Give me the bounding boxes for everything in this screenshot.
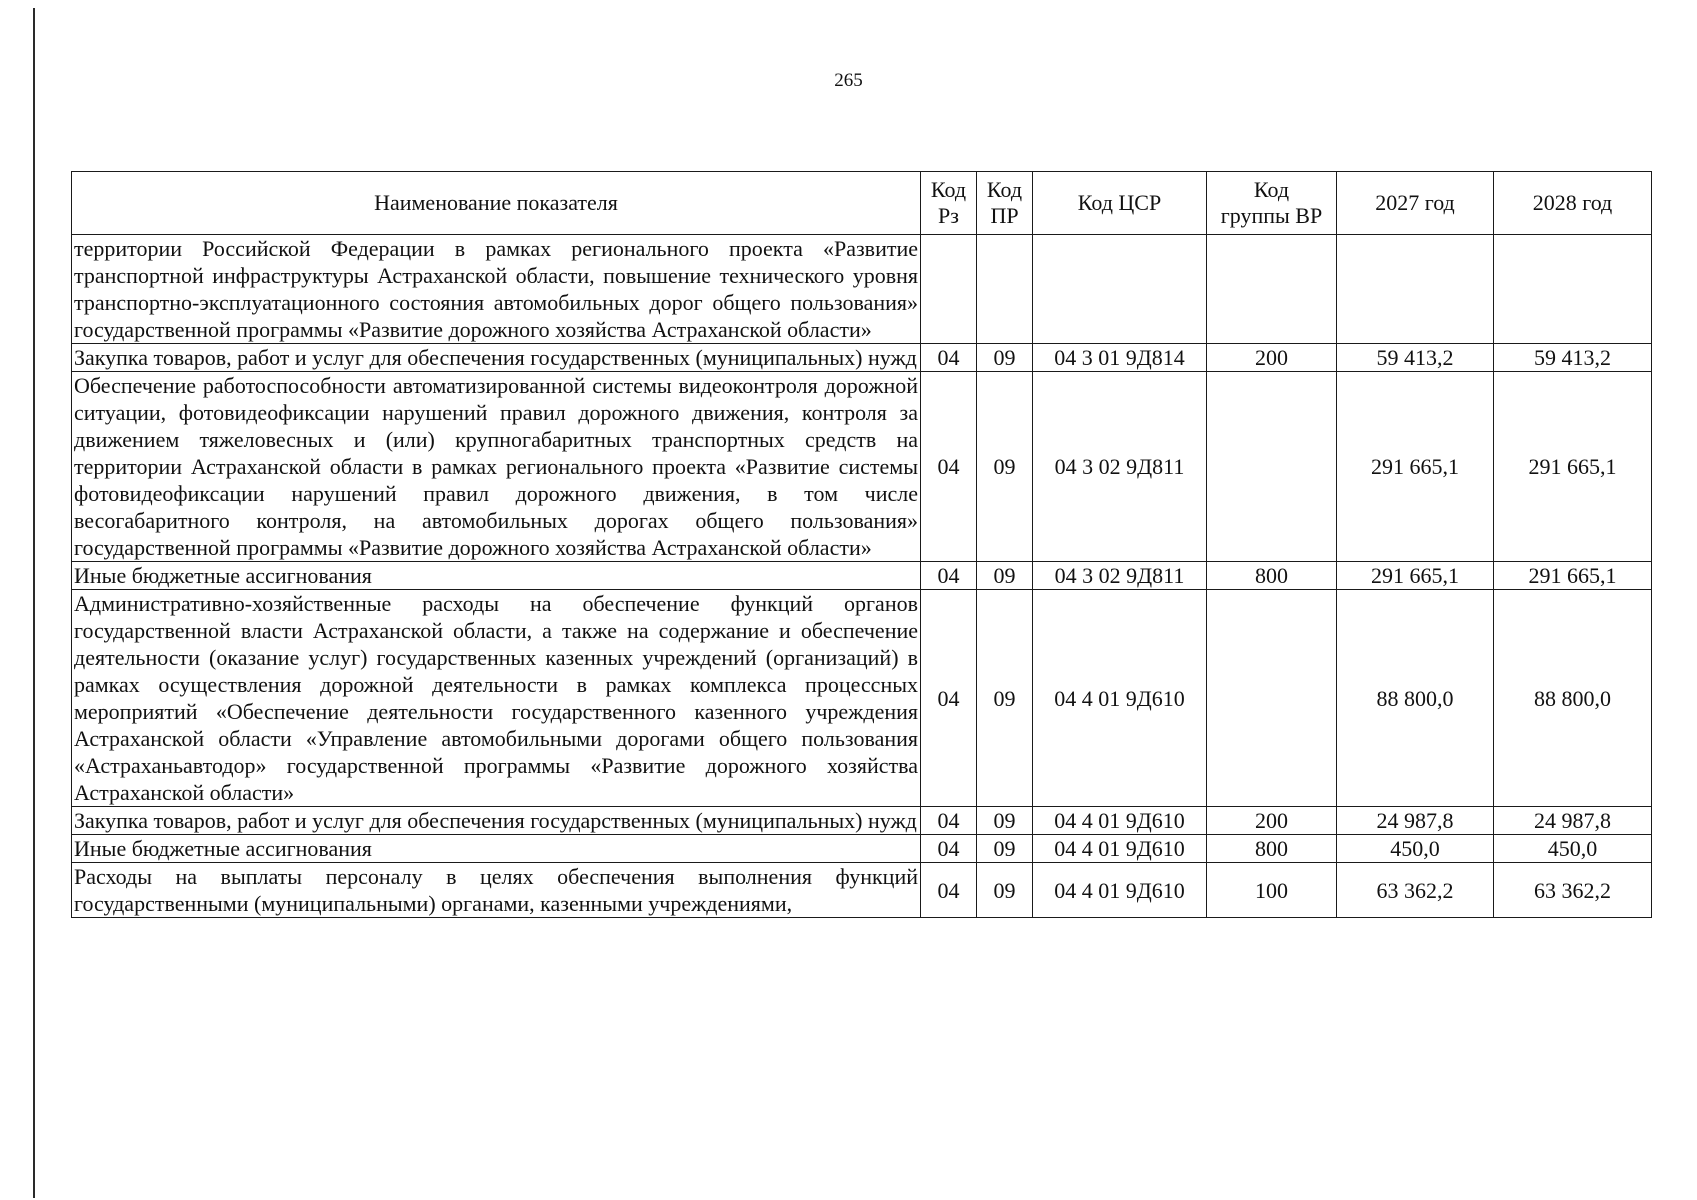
row-2027 (1337, 235, 1494, 344)
row-rz: 04 (921, 807, 977, 835)
table-row (72, 590, 1652, 807)
table-row (72, 562, 1652, 590)
row-2027: 24 987,8 (1337, 807, 1494, 835)
row-rz: 04 (921, 372, 977, 562)
row-2028 (1494, 235, 1652, 344)
row-csr (1033, 235, 1207, 344)
row-vr: 800 (1207, 835, 1337, 863)
row-name: Иные бюджетные ассигнования (72, 562, 921, 590)
table-header-row (72, 172, 1652, 235)
row-csr: 04 3 02 9Д811 (1033, 562, 1207, 590)
row-2027: 59 413,2 (1337, 344, 1494, 372)
row-pr: 09 (977, 835, 1033, 863)
row-rz: 04 (921, 562, 977, 590)
header-2027: 2027 год (1337, 172, 1494, 235)
table-row (72, 835, 1652, 863)
header-2028: 2028 год (1494, 172, 1652, 235)
row-name: Закупка товаров, работ и услуг для обеспечения государственных (муниципальных) нужд (72, 344, 921, 372)
page-number: 265 (834, 70, 863, 91)
table-row (72, 344, 1652, 372)
row-2028: 88 800,0 (1494, 590, 1652, 807)
budget-table (71, 171, 1652, 918)
header-vr: Код группы ВР (1207, 172, 1337, 235)
row-2028: 291 665,1 (1494, 562, 1652, 590)
row-2027: 291 665,1 (1337, 562, 1494, 590)
page-binding-line (33, 8, 35, 1198)
row-name: Административно-хозяйственные расходы на обеспечение функций органов государственной власти Астраханской области, а также на содержание и обеспечение деятельности (оказание услуг) государственных казенных учреждений (организаций) в рамках осуществления дорожной деятельности в рамках комплекса процессных мероприятий «Обеспечение деятельности государственного казенного учреждения Астраханской области «Управление автомобильными дорогами общего пользования «Астраханьавтодор» государственной программы «Развитие дорожного хозяйства Астраханской области» (72, 590, 921, 807)
row-2027: 63 362,2 (1337, 863, 1494, 918)
row-rz: 04 (921, 835, 977, 863)
row-pr: 09 (977, 344, 1033, 372)
header-csr: Код ЦСР (1033, 172, 1207, 235)
row-rz: 04 (921, 590, 977, 807)
row-vr: 100 (1207, 863, 1337, 918)
row-csr: 04 4 01 9Д610 (1033, 807, 1207, 835)
row-rz: 04 (921, 863, 977, 918)
row-csr: 04 4 01 9Д610 (1033, 835, 1207, 863)
row-csr: 04 4 01 9Д610 (1033, 863, 1207, 918)
row-name: территории Российской Федерации в рамках регионального проекта «Развитие транспортной инфраструктуры Астраханской области, повышение технического уровня транспортно-эксплуатационного состояния автомобильных дорог общего пользования» государственной программы «Развитие дорожного хозяйства Астраханской области» (72, 235, 921, 344)
row-2027: 88 800,0 (1337, 590, 1494, 807)
row-pr: 09 (977, 863, 1033, 918)
row-rz: 04 (921, 344, 977, 372)
row-rz (921, 235, 977, 344)
row-name: Иные бюджетные ассигнования (72, 835, 921, 863)
table-row (72, 235, 1652, 344)
header-pr: Код ПР (977, 172, 1033, 235)
row-pr (977, 235, 1033, 344)
row-pr: 09 (977, 590, 1033, 807)
row-pr: 09 (977, 562, 1033, 590)
row-2027: 291 665,1 (1337, 372, 1494, 562)
header-rz: Код Рз (921, 172, 977, 235)
row-vr: 800 (1207, 562, 1337, 590)
row-vr: 200 (1207, 807, 1337, 835)
row-2028: 59 413,2 (1494, 344, 1652, 372)
row-vr (1207, 372, 1337, 562)
row-2028: 450,0 (1494, 835, 1652, 863)
row-2028: 291 665,1 (1494, 372, 1652, 562)
row-pr: 09 (977, 372, 1033, 562)
row-csr: 04 3 01 9Д814 (1033, 344, 1207, 372)
row-csr: 04 4 01 9Д610 (1033, 590, 1207, 807)
row-csr: 04 3 02 9Д811 (1033, 372, 1207, 562)
row-2028: 63 362,2 (1494, 863, 1652, 918)
header-name: Наименование показателя (72, 172, 921, 235)
row-2028: 24 987,8 (1494, 807, 1652, 835)
row-name: Расходы на выплаты персоналу в целях обеспечения выполнения функций государственными (муниципальными) органами, казенными учреждениями, (72, 863, 921, 918)
table-row (72, 863, 1652, 918)
row-pr: 09 (977, 807, 1033, 835)
table-row (72, 807, 1652, 835)
row-name: Закупка товаров, работ и услуг для обеспечения государственных (муниципальных) нужд (72, 807, 921, 835)
row-vr (1207, 590, 1337, 807)
row-vr (1207, 235, 1337, 344)
table-row (72, 372, 1652, 562)
row-vr: 200 (1207, 344, 1337, 372)
row-2027: 450,0 (1337, 835, 1494, 863)
row-name: Обеспечение работоспособности автоматизированной системы видеоконтроля дорожной ситуации, фотовидеофиксации нарушений правил дорожного движения, контроля за движением тяжеловесных и (или) крупногабаритных транспортных средств на территории Астраханской области в рамках регионального проекта «Развитие системы фотовидеофиксации нарушений правил дорожного движения, в том числе весогабаритного контроля, на автомобильных дорогах общего пользования» государственной программы «Развитие дорожного хозяйства Астраханской области» (72, 372, 921, 562)
